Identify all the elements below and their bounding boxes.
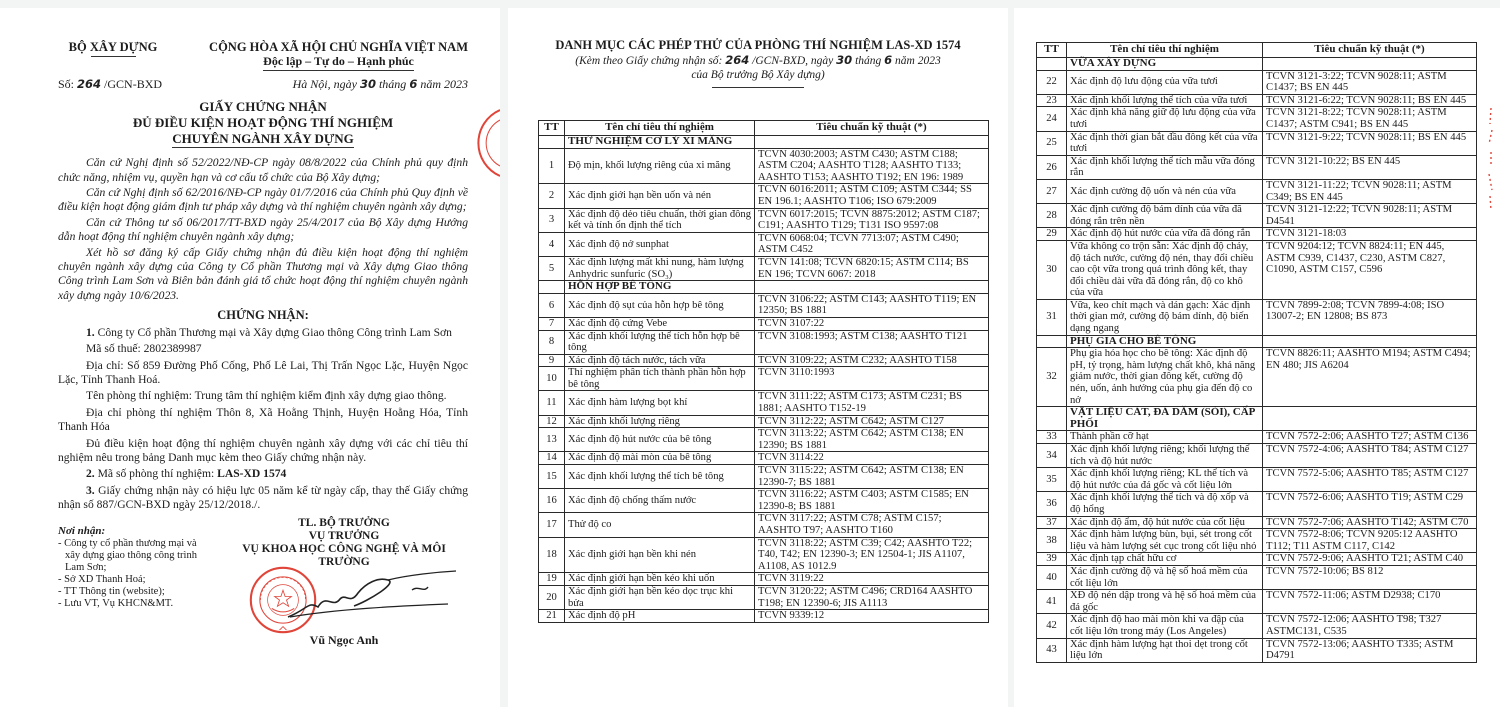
test-standard: TCVN 6068:04; TCVN 7713:07; ASTM C490; ASTM C452 <box>755 232 989 256</box>
table-row <box>1037 614 1477 638</box>
test-standard: TCVN 6017:2015; TCVN 8875:2012; ASTM C187; C191; AASHTO T129; T131 ISO 9597:08 <box>755 208 989 232</box>
section-tt-cell <box>1037 58 1067 71</box>
test-standard: TCVN 7572-10:06; BS 812 <box>1263 565 1477 589</box>
row-number: 41 <box>1037 590 1067 614</box>
list-header <box>508 38 1008 88</box>
table-row <box>1037 94 1477 107</box>
table-row <box>539 208 989 232</box>
month-prefix: tháng <box>378 76 407 91</box>
test-name: Thử độ co <box>565 513 755 537</box>
row-number: 4 <box>539 232 565 256</box>
row-number: 16 <box>539 489 565 513</box>
test-name: Xác định thời gian bắt đầu đông kết của vữa tươi <box>1067 131 1263 155</box>
day-handwritten: 30 <box>359 76 376 91</box>
column-header-tt: TT <box>539 121 565 136</box>
test-standard: TCVN 7899-2:08; TCVN 7899-4:08; ISO 13007-2; EN 12808; BS 873 <box>1263 299 1477 335</box>
table-row <box>1037 299 1477 335</box>
test-standard: TCVN 141:08; TCVN 6820:15; ASTM C114; BS EN 196; TCVN 6067: 2018 <box>755 256 989 280</box>
validity-text: Giấy chứng nhận này có hiệu lực 05 năm kể từ ngày cấp, thay thế Giấy chứng nhận số 887/GCN-BXD ngày 25/12/2018./. <box>58 483 468 512</box>
test-name: Xác định độ ẩm, độ hút nước của cốt liệu <box>1067 516 1263 529</box>
section-standard-cell <box>755 136 989 149</box>
test-standard: TCVN 3121-11:22; TCVN 9028:11; ASTM C349; BS EN 445 <box>1263 179 1477 203</box>
recipients-block <box>58 517 208 647</box>
test-standard: TCVN 3106:22; ASTM C143; AASHTO T119; EN 12350; BS 1881 <box>755 293 989 317</box>
section-row <box>1037 335 1477 348</box>
certificate-title <box>58 99 468 148</box>
recipients-heading: Nơi nhận: <box>58 524 106 537</box>
row-number: 18 <box>539 537 565 573</box>
test-name: Xác định độ lưu động của vữa tươi <box>1067 70 1263 94</box>
table-row <box>539 573 989 586</box>
title-line-2: ĐỦ ĐIỀU KIỆN HOẠT ĐỘNG THÍ NGHIỆM <box>132 115 394 131</box>
table-row <box>539 610 989 623</box>
row-number: 5 <box>539 256 565 280</box>
test-standard: TCVN 7572-7:06; AASHTO T142; ASTM C70 <box>1263 516 1477 529</box>
section-tt-cell <box>539 281 565 294</box>
row-number: 1 <box>539 148 565 184</box>
document-number <box>58 77 162 91</box>
test-name: Xác định khối lượng riêng; khối lượng thể tích và độ hút nước <box>1067 444 1263 468</box>
table-row <box>1037 553 1477 566</box>
test-standard: TCVN 3119:22 <box>755 573 989 586</box>
test-name: Xác định độ cứng Vebe <box>565 317 755 330</box>
row-number: 6 <box>539 293 565 317</box>
table-row <box>539 330 989 354</box>
row-number: 2 <box>539 184 565 208</box>
column-header-standard: Tiêu chuẩn kỹ thuật (*) <box>755 121 989 136</box>
test-standard: TCVN 3121-18:03 <box>1263 228 1477 241</box>
lab-address: Địa chỉ phòng thí nghiệm Thôn 8, Xã Hoằng Thịnh, Huyện Hoằng Hóa, Tỉnh Thanh Hóa <box>58 405 468 434</box>
table-row <box>539 452 989 465</box>
section-title: HỖN HỢP BÊ TÔNG <box>565 281 755 294</box>
section-tt-cell <box>1037 407 1067 431</box>
test-name: Xác định khối lượng thể tích và độ xốp và độ hổng <box>1067 492 1263 516</box>
test-standard: TCVN 4030:2003; ASTM C430; ASTM C188; ASTM C204; AASHTO T128; AASHTO T133; AASHTO T153; AASHTO T192; EN 196: 1989 <box>755 148 989 184</box>
section-tt-cell <box>1037 335 1067 348</box>
row-number: 38 <box>1037 529 1067 553</box>
place-date-prefix: Hà Nội, ngày <box>292 76 357 91</box>
test-name: Xác định độ mài mòn của bê tông <box>565 452 755 465</box>
test-standard: TCVN 7572-5:06; AASHTO T85; ASTM C127 <box>1263 468 1477 492</box>
row-number: 9 <box>539 354 565 367</box>
test-name: XĐ độ nén dập trong và hệ số hoá mềm của đá gốc <box>1067 590 1263 614</box>
row-number: 3 <box>539 208 565 232</box>
year-text: năm 2023 <box>895 55 941 67</box>
month-prefix: tháng <box>855 55 882 67</box>
row-number: 33 <box>1037 431 1067 444</box>
preamble-2: Căn cứ Nghị định số 62/2016/NĐ-CP ngày 01/7/2016 của Chính phủ Quy định về điều kiện hoạt động giám định tư pháp xây dựng và thí nghiệm chuyên ngành xây dựng; <box>58 186 468 214</box>
table-row <box>1037 492 1477 516</box>
item-1-number: 1. <box>86 325 95 339</box>
test-name: Xác định khối lượng riêng <box>565 415 755 428</box>
item-3-number: 3. <box>86 483 95 497</box>
section-title: VỮA XÂY DỰNG <box>1067 58 1263 71</box>
test-name: Xác định giới hạn bền kéo khi uốn <box>565 573 755 586</box>
table-row <box>539 317 989 330</box>
test-name: Vữa không co trộn sẵn: Xác định độ chảy, độ tách nước, cường độ nén, thay đổi chiều cao cột vữa trong quá trình đông kết, thay đổi chiều dài vữa đã đóng rắn, độ co khô của vữa <box>1067 240 1263 299</box>
subtitle-mid: /GCN-BXD, ngày <box>752 55 834 67</box>
row-number: 39 <box>1037 553 1067 566</box>
row-number: 42 <box>1037 614 1067 638</box>
table-row <box>1037 444 1477 468</box>
table-row <box>539 415 989 428</box>
ministry-underline <box>91 56 136 57</box>
test-standard: TCVN 3111:22; ASTM C173; ASTM C231; BS 1881; AASHTO T152-19 <box>755 391 989 415</box>
test-standard: TCVN 3121-12:22; TCVN 9028:11; ASTM D4541 <box>1263 204 1477 228</box>
row-number: 15 <box>539 465 565 489</box>
seal-bleed-mark <box>1484 104 1498 214</box>
table-row <box>539 367 989 391</box>
table-row <box>1037 204 1477 228</box>
test-name: Thành phần cỡ hạt <box>1067 431 1263 444</box>
section-row <box>1037 407 1477 431</box>
table-row <box>1037 179 1477 203</box>
certificate-content <box>58 40 468 647</box>
tests-table-part-2 <box>1036 42 1477 663</box>
table-row <box>1037 107 1477 131</box>
section-row <box>539 281 989 294</box>
section-tt-cell <box>539 136 565 149</box>
certificate-body <box>58 156 468 512</box>
test-standard: TCVN 3121-8:22; TCVN 9028:11; ASTM C1437; ASTM C941; BS EN 445 <box>1263 107 1477 131</box>
row-number: 11 <box>539 391 565 415</box>
test-name: Xác định khối lượng thể tích mẫu vữa đóng rắn <box>1067 155 1263 179</box>
lab-code: LAS-XD 1574 <box>217 467 287 481</box>
table-row <box>539 465 989 489</box>
column-header-name: Tên chỉ tiêu thí nghiệm <box>565 121 755 136</box>
test-name: Vữa, keo chít mạch và dán gạch: Xác định thời gian mở, cường độ bám dính, độ biến dạng ngang <box>1067 299 1263 335</box>
tests-table-part-1 <box>538 120 989 623</box>
table-row <box>1037 565 1477 589</box>
test-standard: TCVN 6016:2011; ASTM C109; ASTM C344; SS EN 196.1; AASHTO T106; ISO 679:2009 <box>755 184 989 208</box>
handwritten-signature <box>278 569 458 625</box>
signature-area <box>58 517 468 647</box>
table-row <box>539 428 989 452</box>
test-name: Xác định độ hao mài mòn khi va đập của cốt liệu lớn trong máy (Los Angeles) <box>1067 614 1263 638</box>
lab-code-label: Mã số phòng thí nghiệm: <box>97 467 215 481</box>
test-standard: TCVN 7572-13:06; AASHTO T335; ASTM D4791 <box>1263 638 1477 662</box>
test-name: Xác định khả năng giữ độ lưu động của vữa tươi <box>1067 107 1263 131</box>
test-standard: TCVN 3109:22; ASTM C232; AASHTO T158 <box>755 354 989 367</box>
preamble-1: Căn cứ Nghị định số 52/2022/NĐ-CP ngày 08/8/2022 của Chính phủ quy định chức năng, nhiệm vụ, quyền hạn và cơ cấu tổ chức của Bộ Xây dựng; <box>58 156 468 184</box>
test-name: Xác định hàm lượng bọt khí <box>565 391 755 415</box>
test-name: Xác định độ hút nước của bê tông <box>565 428 755 452</box>
table-row <box>539 537 989 573</box>
section-standard-cell <box>1263 58 1477 71</box>
month-handwritten: 6 <box>409 76 418 91</box>
header-left <box>58 40 168 57</box>
signer-column <box>220 517 468 647</box>
company-address: Địa chỉ: Số 859 Đường Phố Cống, Phố Lê Lai, Thị Trấn Ngọc Lặc, Huyện Ngọc Lặc, Tỉnh Thanh Hoá. <box>58 358 468 386</box>
recipient-item: - Lưu VT, Vụ KHCN&MT. <box>58 597 174 609</box>
test-name: Xác định độ sụt của hỗn hợp bê tông <box>565 293 755 317</box>
tax-code: Mã số thuế: 2802389987 <box>86 342 202 356</box>
table-row <box>539 256 989 280</box>
test-standard: TCVN 7572-12:06; AASHTO T98; T327 ASTMC131, C535 <box>1263 614 1477 638</box>
signer-name: Vũ Ngọc Anh <box>309 632 379 647</box>
doc-no-suffix: /GCN-BXD <box>104 76 163 91</box>
table-header-row <box>1037 43 1477 58</box>
row-number: 32 <box>1037 348 1067 407</box>
test-name: Xác định độ chống thấm nước <box>565 489 755 513</box>
column-header-tt: TT <box>1037 43 1067 58</box>
row-number: 36 <box>1037 492 1067 516</box>
certifies-heading: CHỨNG NHẬN: <box>217 308 309 323</box>
test-name: Xác định khối lượng thể tích bê tông <box>565 465 755 489</box>
section-standard-cell <box>1263 407 1477 431</box>
table-row <box>1037 516 1477 529</box>
table-row <box>539 513 989 537</box>
subtitle-line-2: của Bộ trưởng Bộ Xây dựng) <box>691 69 825 81</box>
test-list-page-2 <box>1014 8 1500 707</box>
preamble-3: Căn cứ Thông tư số 06/2017/TT-BXD ngày 25/4/2017 của Bộ Xây dựng Hướng dẫn hoạt động thí nghiệm chuyên ngành xây dựng; <box>58 215 468 244</box>
doc-no-prefix: Số: <box>58 76 75 91</box>
test-name: Xác định giới hạn bền kéo dọc trục khi bửa <box>565 585 755 609</box>
test-name: Xác định lượng mất khi nung, hàm lượng Anhydric sunfuric (SO₃) <box>565 256 755 280</box>
test-name: Xác định hàm lượng bùn, bụi, sét trong cốt liệu và hàm lượng sét cục trong cốt liệu nhỏ <box>1067 529 1263 553</box>
signer-block <box>220 517 468 569</box>
row-number: 29 <box>1037 228 1067 241</box>
section-row <box>539 136 989 149</box>
test-standard: TCVN 3120:22; ASTM C496; CRD164 AASHTO T198; EN 12390-6; JIS A1113 <box>755 585 989 609</box>
row-number: 8 <box>539 330 565 354</box>
company-line <box>58 326 468 340</box>
title-line-3: CHUYÊN NGÀNH XÂY DỰNG <box>172 131 354 147</box>
issuing-ministry: BỘ XÂY DỰNG <box>68 40 158 54</box>
test-standard: TCVN 3121-6:22; TCVN 9028:11; BS EN 445 <box>1263 94 1477 107</box>
test-name: Xác định giới hạn bền khi nén <box>565 537 755 573</box>
row-number: 7 <box>539 317 565 330</box>
test-name: Thí nghiệm phân tích thành phần hỗn hợp bê tông <box>565 367 755 391</box>
table-row <box>1037 468 1477 492</box>
test-name: Độ mịn, khối lượng riêng của xi măng <box>565 148 755 184</box>
recipient-item: - Sở XD Thanh Hoá; <box>58 573 146 585</box>
row-number: 23 <box>1037 94 1067 107</box>
table-row <box>539 489 989 513</box>
doc-no-handwritten: 264 <box>77 76 102 91</box>
certificate-page <box>0 8 500 707</box>
table-row <box>1037 348 1477 407</box>
title-line-1: GIẤY CHỨNG NHẬN <box>199 99 327 115</box>
row-number: 27 <box>1037 179 1067 203</box>
row-number: 37 <box>1037 516 1067 529</box>
table-row <box>1037 131 1477 155</box>
test-name: Xác định hàm lượng hạt thoi dẹt trong cốt liệu lớn <box>1067 638 1263 662</box>
table-row <box>1037 529 1477 553</box>
test-standard: TCVN 8826:11; AASHTO M194; ASTM C494; EN 480; JIS A6204 <box>1263 348 1477 407</box>
test-name: Xác định khối lượng thể tích của vữa tươi <box>1067 94 1263 107</box>
test-name: Xác định độ pH <box>565 610 755 623</box>
test-name: Xác định độ tách nước, tách vữa <box>565 354 755 367</box>
row-number: 28 <box>1037 204 1067 228</box>
section-title: VẬT LIỆU CÁT, ĐÁ DĂM (SỎI), CẤP PHỐI <box>1067 407 1263 431</box>
partial-seal-icon <box>465 108 500 178</box>
test-name: Xác định khối lượng thể tích hỗn hợp bê tông <box>565 330 755 354</box>
test-name: Xác định độ nở sunphat <box>565 232 755 256</box>
test-standard: TCVN 3117:22; ASTM C78; ASTM C157; AASHTO T97; AASHTO T160 <box>755 513 989 537</box>
test-name: Xác định giới hạn bền uốn và nén <box>565 184 755 208</box>
table-row <box>1037 638 1477 662</box>
subtitle-prefix: (Kèm theo Giấy chứng nhận số: <box>575 55 723 67</box>
row-number: 31 <box>1037 299 1067 335</box>
test-name: Phụ gia hóa học cho bê tông: Xác định độ pH, tỷ trọng, hàm lượng chất khô, khả năng giảm nước, thời gian đông kết, cường độ nén, uốn, ảnh hưởng của phụ gia đến độ co nở <box>1067 348 1263 407</box>
title-rule <box>712 87 804 88</box>
section-standard-cell <box>1263 335 1477 348</box>
test-name: Xác định cường độ và hệ số hoá mềm của cốt liệu lớn <box>1067 565 1263 589</box>
recipient-item: - Công ty cổ phần thương mại và xây dựng giao thông công trình Lam Sơn; <box>58 537 197 573</box>
test-name: Xác định độ dẻo tiêu chuẩn, thời gian đông kết và tính ổn định thể tích <box>565 208 755 232</box>
header-right <box>209 40 468 71</box>
table-row <box>1037 155 1477 179</box>
test-list-page-1 <box>508 8 1008 707</box>
day-handwritten: 30 <box>836 53 853 67</box>
validity-line <box>58 484 468 513</box>
section-title: PHỤ GIA CHO BÊ TÔNG <box>1067 335 1263 348</box>
test-standard: TCVN 7572-2:06; AASHTO T27; ASTM C136 <box>1263 431 1477 444</box>
place-and-date <box>293 77 468 91</box>
table-row <box>539 391 989 415</box>
item-2-number: 2. <box>86 467 95 481</box>
test-standard: TCVN 3113:22; ASTM C642; ASTM C138; EN 12390; BS 1881 <box>755 428 989 452</box>
row-number: 34 <box>1037 444 1067 468</box>
row-number: 26 <box>1037 155 1067 179</box>
row-number: 10 <box>539 367 565 391</box>
section-standard-cell <box>755 281 989 294</box>
row-number: 14 <box>539 452 565 465</box>
section-title: THỬ NGHIỆM CƠ LÝ XI MĂNG <box>565 136 755 149</box>
lab-code-line <box>58 467 468 481</box>
section-row <box>1037 58 1477 71</box>
table-row <box>539 585 989 609</box>
column-header-standard: Tiêu chuẩn kỹ thuật (*) <box>1263 43 1477 58</box>
row-number: 20 <box>539 585 565 609</box>
row-number: 35 <box>1037 468 1067 492</box>
list-subtitle <box>508 53 1008 82</box>
test-standard: TCVN 3115:22; ASTM C642; ASTM C138; EN 12390-7; BS 1881 <box>755 465 989 489</box>
row-number: 40 <box>1037 565 1067 589</box>
row-number: 19 <box>539 573 565 586</box>
test-name: Xác định cường độ uốn và nén của vữa <box>1067 179 1263 203</box>
year-text: năm 2023 <box>420 76 468 91</box>
test-standard: TCVN 7572-4:06; AASHTO T84; ASTM C127 <box>1263 444 1477 468</box>
column-header-name: Tên chỉ tiêu thí nghiệm <box>1067 43 1263 58</box>
test-standard: TCVN 7572-11:06; ASTM D2938; C170 <box>1263 590 1477 614</box>
test-standard: TCVN 3121-10:22; BS EN 445 <box>1263 155 1477 179</box>
row-number: 43 <box>1037 638 1067 662</box>
doc-no-handwritten: 264 <box>725 53 750 67</box>
table-row <box>1037 240 1477 299</box>
test-standard: TCVN 3110:1993 <box>755 367 989 391</box>
test-name: Xác định độ hút nước của vữa đã đóng rắn <box>1067 228 1263 241</box>
seal-and-signature <box>220 569 468 631</box>
signer-line-3: VỤ KHOA HỌC CÔNG NGHỆ VÀ MÔI TRƯỜNG <box>242 542 446 568</box>
test-standard: TCVN 7572-8:06; TCVN 9205:12 AASHTO T112; T11 ASTM C117, C142 <box>1263 529 1477 553</box>
test-standard: TCVN 9204:12; TCVN 8824:11; EN 445, ASTM C939, C1437, C230, ASTM C827, C1090, ASTM C157, C596 <box>1263 240 1477 299</box>
table-row <box>539 184 989 208</box>
document-header <box>58 40 468 71</box>
test-standard: TCVN 3118:22; ASTM C39; C42; AASHTO T22; T40, T42; EN 12390-3; EN 12504-1; JIS A1107, A1108, AS 1012.9 <box>755 537 989 573</box>
table-header-row <box>539 121 989 136</box>
row-number: 25 <box>1037 131 1067 155</box>
signer-line-1: TL. BỘ TRƯỞNG <box>298 516 390 529</box>
test-standard: TCVN 3114:22 <box>755 452 989 465</box>
table-row <box>539 354 989 367</box>
table-row <box>539 232 989 256</box>
table-row <box>1037 228 1477 241</box>
test-standard: TCVN 7572-9:06; AASHTO T21; ASTM C40 <box>1263 553 1477 566</box>
table-row <box>539 148 989 184</box>
test-standard: TCVN 7572-6:06; AASHTO T19; ASTM C29 <box>1263 492 1477 516</box>
row-number: 22 <box>1037 70 1067 94</box>
test-standard: TCVN 3107:22 <box>755 317 989 330</box>
eligibility-statement: Đủ điều kiện hoạt động thí nghiệm chuyên ngành xây dựng với các chỉ tiêu thí nghiệm nêu trong bảng Danh mục kèm theo Giấy chứng nhận này. <box>58 436 468 464</box>
lab-name: Tên phòng thí nghiệm: Trung tâm thí nghiệm kiểm định xây dựng giao thông. <box>86 389 447 403</box>
test-name: Xác định khối lượng riêng; KL thể tích và độ hút nước của đá gốc và cốt liệu lớn <box>1067 468 1263 492</box>
test-standard: TCVN 9339:12 <box>755 610 989 623</box>
table-row <box>1037 431 1477 444</box>
preamble-4: Xét hồ sơ đăng ký cấp Giấy chứng nhận đủ điều kiện hoạt động thí nghiệm chuyên ngành xây dựng của Công ty Cổ phần Thương mại và Xây dựng Giao thông Công trình Lam Sơn và Biên bản đánh giá tổ chức hoạt động thí nghiệm chuyên ngành xây dựng ngày 10/6/2023. <box>58 245 468 302</box>
signer-line-2: VỤ TRƯỞNG <box>308 529 380 542</box>
row-number: 21 <box>539 610 565 623</box>
test-standard: TCVN 3108:1993; ASTM C138; AASHTO T121 <box>755 330 989 354</box>
row-number: 13 <box>539 428 565 452</box>
test-name: Xác định cường độ bám dính của vữa đã đóng rắn trên nền <box>1067 204 1263 228</box>
test-standard: TCVN 3121-3:22; TCVN 9028:11; ASTM C1437; BS EN 445 <box>1263 70 1477 94</box>
national-motto: Độc lập – Tự do – Hạnh phúc <box>263 54 414 70</box>
row-number: 17 <box>539 513 565 537</box>
row-number: 30 <box>1037 240 1067 299</box>
national-title: CỘNG HÒA XÃ HỘI CHỦ NGHĨA VIỆT NAM <box>209 40 468 54</box>
row-number: 24 <box>1037 107 1067 131</box>
subtitle-line-1 <box>508 53 1008 68</box>
recipient-item: - TT Thông tin (website); <box>58 585 165 597</box>
test-standard: TCVN 3121-9:22; TCVN 9028:11; BS EN 445 <box>1263 131 1477 155</box>
test-standard: TCVN 3112:22; ASTM C642; ASTM C127 <box>755 415 989 428</box>
table-row <box>539 293 989 317</box>
list-title: DANH MỤC CÁC PHÉP THỬ CỦA PHÒNG THÍ NGHIỆM LAS-XD 1574 <box>555 38 961 52</box>
test-name: Xác định tạp chất hữu cơ <box>1067 553 1263 566</box>
company-name: Công ty Cổ phần Thương mại và Xây dựng Giao thông Công trình Lam Sơn <box>97 325 452 339</box>
table-row <box>1037 590 1477 614</box>
test-standard: TCVN 3116:22; ASTM C403; ASTM C1585; EN 12390-8; BS 1881 <box>755 489 989 513</box>
row-number: 12 <box>539 415 565 428</box>
table-row <box>1037 70 1477 94</box>
number-date-row <box>58 77 468 91</box>
month-handwritten: 6 <box>884 53 893 67</box>
